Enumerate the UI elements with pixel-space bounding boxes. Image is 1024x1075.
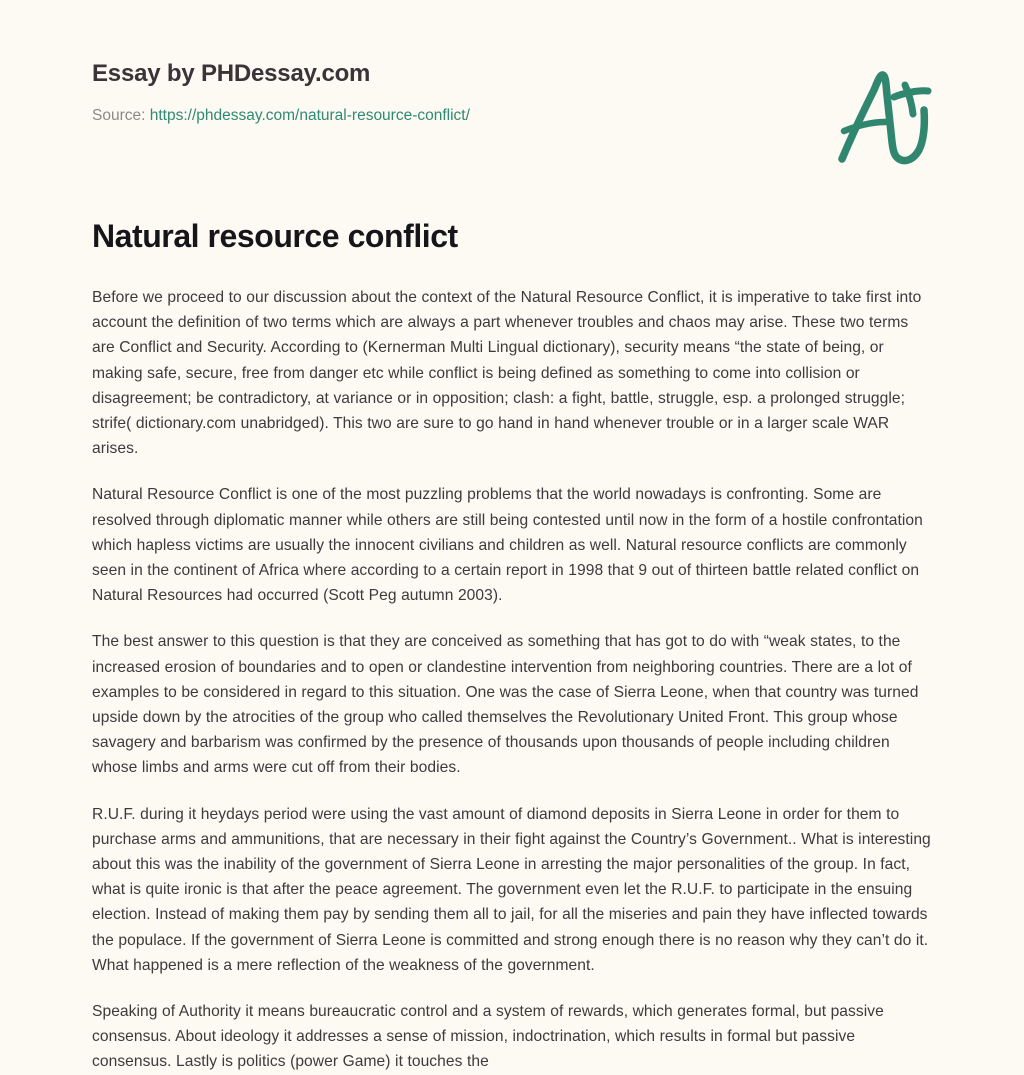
source-line	[92, 89, 932, 126]
paragraph: Before we proceed to our discussion about the context of the Natural Resource Conflict, it is imperative to take first into account the definition of two terms which are always a part whenever troubles and chaos may arise. These two terms are Conflict and Security. According to (Kernerman Multi Lingual dictionary), security means “the state of being, or making safe, secure, free from danger etc while conflict is being defined as something to come into collision or disagreement; be contradictory, at variance or in opposition; clash: a fight, battle, struggle, esp. a prolonged struggle; strife( dictionary.com unabridged). This two are sure to go hand in hand whenever trouble or in a larger scale WAR arises.	[92, 289, 922, 458]
brand-heading: Essay by PHDessay.com	[92, 60, 371, 87]
paragraph: The best answer to this question is that they are conceived as something that has got to do with “weak states, to the increased erosion of boundaries and to open or clandestine intervention from neighboring countries. There are a lot of examples to be considered in regard to this situation. One was the case of Sierra Leone, when that country was turned upside down by the atrocities of the group who called themselves the Revolutionary United Front. This group whose savagery and barbarism was confirmed by the presence of thousands upon thousands of people including children whose limbs and arms were cut off from their bodies.	[92, 633, 919, 777]
page-header	[92, 60, 932, 126]
source-label: Source:	[92, 106, 146, 124]
paragraph: Natural Resource Conflict is one of the most puzzling problems that the world nowadays is confronting. Some are resolved through diplomatic manner while others are still being contested until now in the form of a hostile confrontation which hapless victims are usually the innocent civilians and children as well. Natural resource conflicts are commonly seen in the continent of Africa where according to a certain report in 1998 that 9 out of thirteen battle related conflict on Natural Resources had occurred (Scott Peg autumn 2003).	[92, 486, 923, 605]
a-plus-logo	[830, 62, 940, 167]
source-url-link[interactable]: https://phdessay.com/natural-resource-conflict/	[149, 106, 470, 124]
paragraph: Speaking of Authority it means bureaucratic control and a system of rewards, which generates formal, but passive consensus. About ideology it addresses a sense of mission, indoctrination, which results in formal but passive consensus. Lastly is politics (power Game) it touches the	[92, 1003, 884, 1071]
paragraph: R.U.F. during it heydays period were using the vast amount of diamond deposits in Sierra Leone in order for them to purchase arms and ammunitions, that are necessary in their fight against the Country’s Government.. What is interesting about this was the inability of the government of Sierra Leone in arresting the major personalities of the group. In fact, what is quite ironic is that after the peace agreement. The government even let the R.U.F. to participate in the ensuing election. Instead of making them pay by sending them all to jail, for all the miseries and pain they have inflected towards the populace. If the government of Sierra Leone is committed and strong enough there is no reason why they can’t do it. What happened is a mere reflection of the weakness of the government.	[92, 805, 931, 974]
page-title: Natural resource conflict	[92, 218, 458, 254]
article-body	[92, 285, 935, 1075]
